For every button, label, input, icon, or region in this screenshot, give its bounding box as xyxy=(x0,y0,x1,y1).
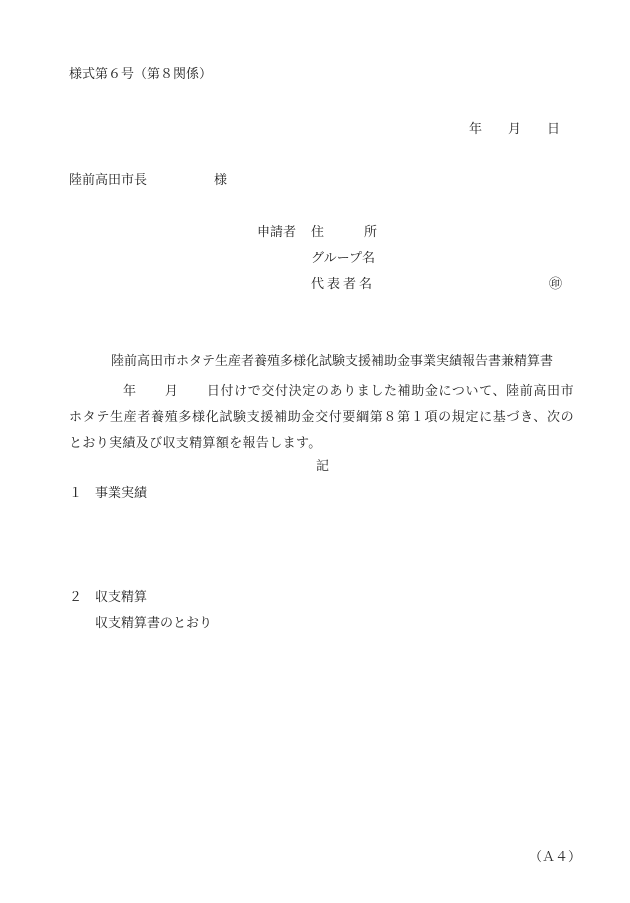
section2-body: 収支精算書のとおり xyxy=(95,616,213,631)
ki-label: 記 xyxy=(316,459,330,474)
addressee-name: 陸前高田市長 xyxy=(69,173,148,188)
section1-heading xyxy=(69,486,147,502)
section2-number: ２ xyxy=(69,590,83,605)
date-line xyxy=(469,122,560,138)
address-label-part1: 住 xyxy=(311,225,325,240)
applicant-representative-label: 代表者名 xyxy=(311,277,376,292)
addressee-honorific: 様 xyxy=(214,173,228,188)
body-main-text: 日付けで交付決定のありました補助金について、陸前高田市ホタテ生産者養殖多様化試験支援補助金交付要綱第８第１項の規定に基づき、次のとおり実績及び収支精算額を報告します。 xyxy=(69,384,574,451)
date-year-label: 年 xyxy=(469,122,483,137)
report-title: 陸前高田市ホタテ生産者養殖多様化試験支援補助金事業実績報告書兼精算書 xyxy=(111,354,554,369)
date-day-label: 日 xyxy=(547,122,561,137)
address-label-part2: 所 xyxy=(364,225,378,240)
report-body-text xyxy=(69,379,574,457)
section2-heading xyxy=(69,590,147,606)
form-number: 様式第６号（第８関係） xyxy=(69,67,213,82)
applicant-group-label: グループ名 xyxy=(311,251,375,266)
applicant-label: 申請者 xyxy=(257,225,297,240)
paper-size-label: （Ａ４） xyxy=(529,850,582,865)
date-month-label: 月 xyxy=(508,122,522,137)
addressee xyxy=(69,173,227,189)
section1-number: １ xyxy=(69,486,83,501)
applicant-address-label xyxy=(311,225,377,241)
body-month-label: 月 xyxy=(164,384,179,399)
body-year-label: 年 xyxy=(123,384,137,399)
seal-mark: ㊞ xyxy=(549,277,563,292)
section1-title: 事業実績 xyxy=(95,486,148,501)
section2-title: 収支精算 xyxy=(95,590,148,605)
